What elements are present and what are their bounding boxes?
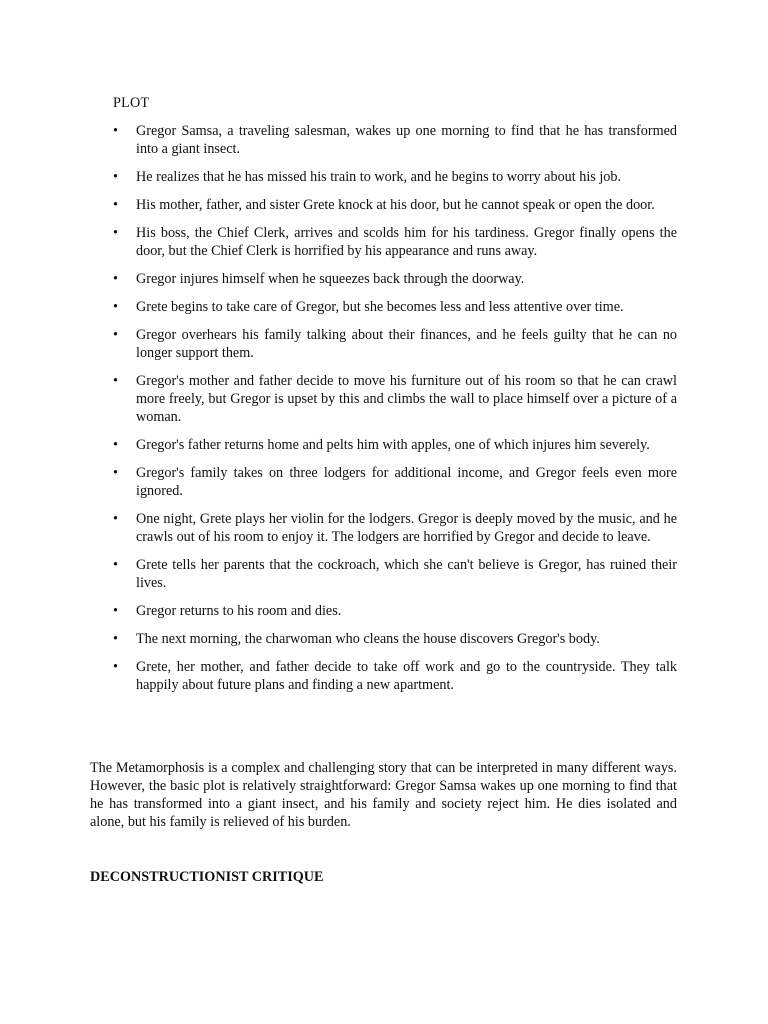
bullet-icon: • bbox=[113, 327, 118, 343]
bullet-icon: • bbox=[113, 225, 118, 241]
list-item bbox=[113, 224, 677, 260]
list-item-text: Grete tells her parents that the cockroach, which she can't believe is Gregor, has ruined their lives. bbox=[136, 557, 677, 591]
list-item-text: He realizes that he has missed his train to work, and he begins to worry about his job. bbox=[136, 169, 622, 185]
bullet-icon: • bbox=[113, 659, 118, 675]
list-item bbox=[113, 556, 677, 592]
bullet-icon: • bbox=[113, 271, 118, 287]
list-item bbox=[113, 122, 677, 158]
list-item bbox=[113, 602, 677, 620]
list-item bbox=[113, 298, 677, 316]
list-item-text: Gregor's mother and father decide to move his furniture out of his room so that he can crawl more freely, but Gregor is upset by this and climbs the wall to place himself over a picture of a woman. bbox=[136, 373, 677, 425]
bullet-icon: • bbox=[113, 299, 118, 315]
list-item-text: Gregor Samsa, a traveling salesman, wakes up one morning to find that he has transformed into a giant insect. bbox=[136, 123, 677, 157]
list-item bbox=[113, 464, 677, 500]
list-item bbox=[113, 168, 677, 186]
list-item bbox=[113, 326, 677, 362]
bullet-icon: • bbox=[113, 123, 118, 139]
critique-heading: DECONSTRUCTIONIST CRITIQUE bbox=[90, 869, 324, 885]
list-item bbox=[113, 196, 677, 214]
list-item-text: Gregor injures himself when he squeezes back through the doorway. bbox=[136, 271, 525, 287]
bullet-icon: • bbox=[113, 511, 118, 527]
list-item-text: His mother, father, and sister Grete knock at his door, but he cannot speak or open the door. bbox=[136, 197, 655, 213]
list-item-text: His boss, the Chief Clerk, arrives and scolds him for his tardiness. Gregor finally opens the door, but the Chief Clerk is horrified by his appearance and runs away. bbox=[136, 225, 677, 259]
bullet-icon: • bbox=[113, 169, 118, 185]
bullet-icon: • bbox=[113, 373, 118, 389]
list-item bbox=[113, 372, 677, 426]
summary-paragraph: The Metamorphosis is a complex and challenging story that can be interpreted in many different ways. However, the basic plot is relatively straightforward: Gregor Samsa wakes up one morning to find that he has transformed into a giant insect, and his family and society reject him. He dies isolated and alone, but his family is relieved of his burden. bbox=[90, 760, 677, 830]
bullet-icon: • bbox=[113, 197, 118, 213]
list-item bbox=[113, 270, 677, 288]
list-item-text: Gregor's family takes on three lodgers for additional income, and Gregor feels even more ignored. bbox=[136, 465, 677, 499]
list-item-text: Grete begins to take care of Gregor, but she becomes less and less attentive over time. bbox=[136, 299, 624, 315]
bullet-icon: • bbox=[113, 437, 118, 453]
list-item-text: Gregor returns to his room and dies. bbox=[136, 603, 342, 619]
list-item-text: Gregor's father returns home and pelts him with apples, one of which injures him severely. bbox=[136, 437, 650, 453]
plot-list bbox=[113, 122, 677, 704]
list-item-text: One night, Grete plays her violin for the lodgers. Gregor is deeply moved by the music, and he crawls out of his room to enjoy it. The lodgers are horrified by Gregor and decide to leave. bbox=[136, 511, 677, 545]
list-item-text: Grete, her mother, and father decide to take off work and go to the countryside. They talk happily about future plans and finding a new apartment. bbox=[136, 659, 677, 693]
bullet-icon: • bbox=[113, 557, 118, 573]
list-item bbox=[113, 510, 677, 546]
bullet-icon: • bbox=[113, 603, 118, 619]
list-item-text: Gregor overhears his family talking about their finances, and he feels guilty that he can no longer support them. bbox=[136, 327, 677, 361]
list-item bbox=[113, 658, 677, 694]
bullet-icon: • bbox=[113, 465, 118, 481]
list-item bbox=[113, 436, 677, 454]
plot-heading: PLOT bbox=[113, 95, 150, 111]
list-item bbox=[113, 630, 677, 648]
bullet-icon: • bbox=[113, 631, 118, 647]
list-item-text: The next morning, the charwoman who cleans the house discovers Gregor's body. bbox=[136, 631, 600, 647]
